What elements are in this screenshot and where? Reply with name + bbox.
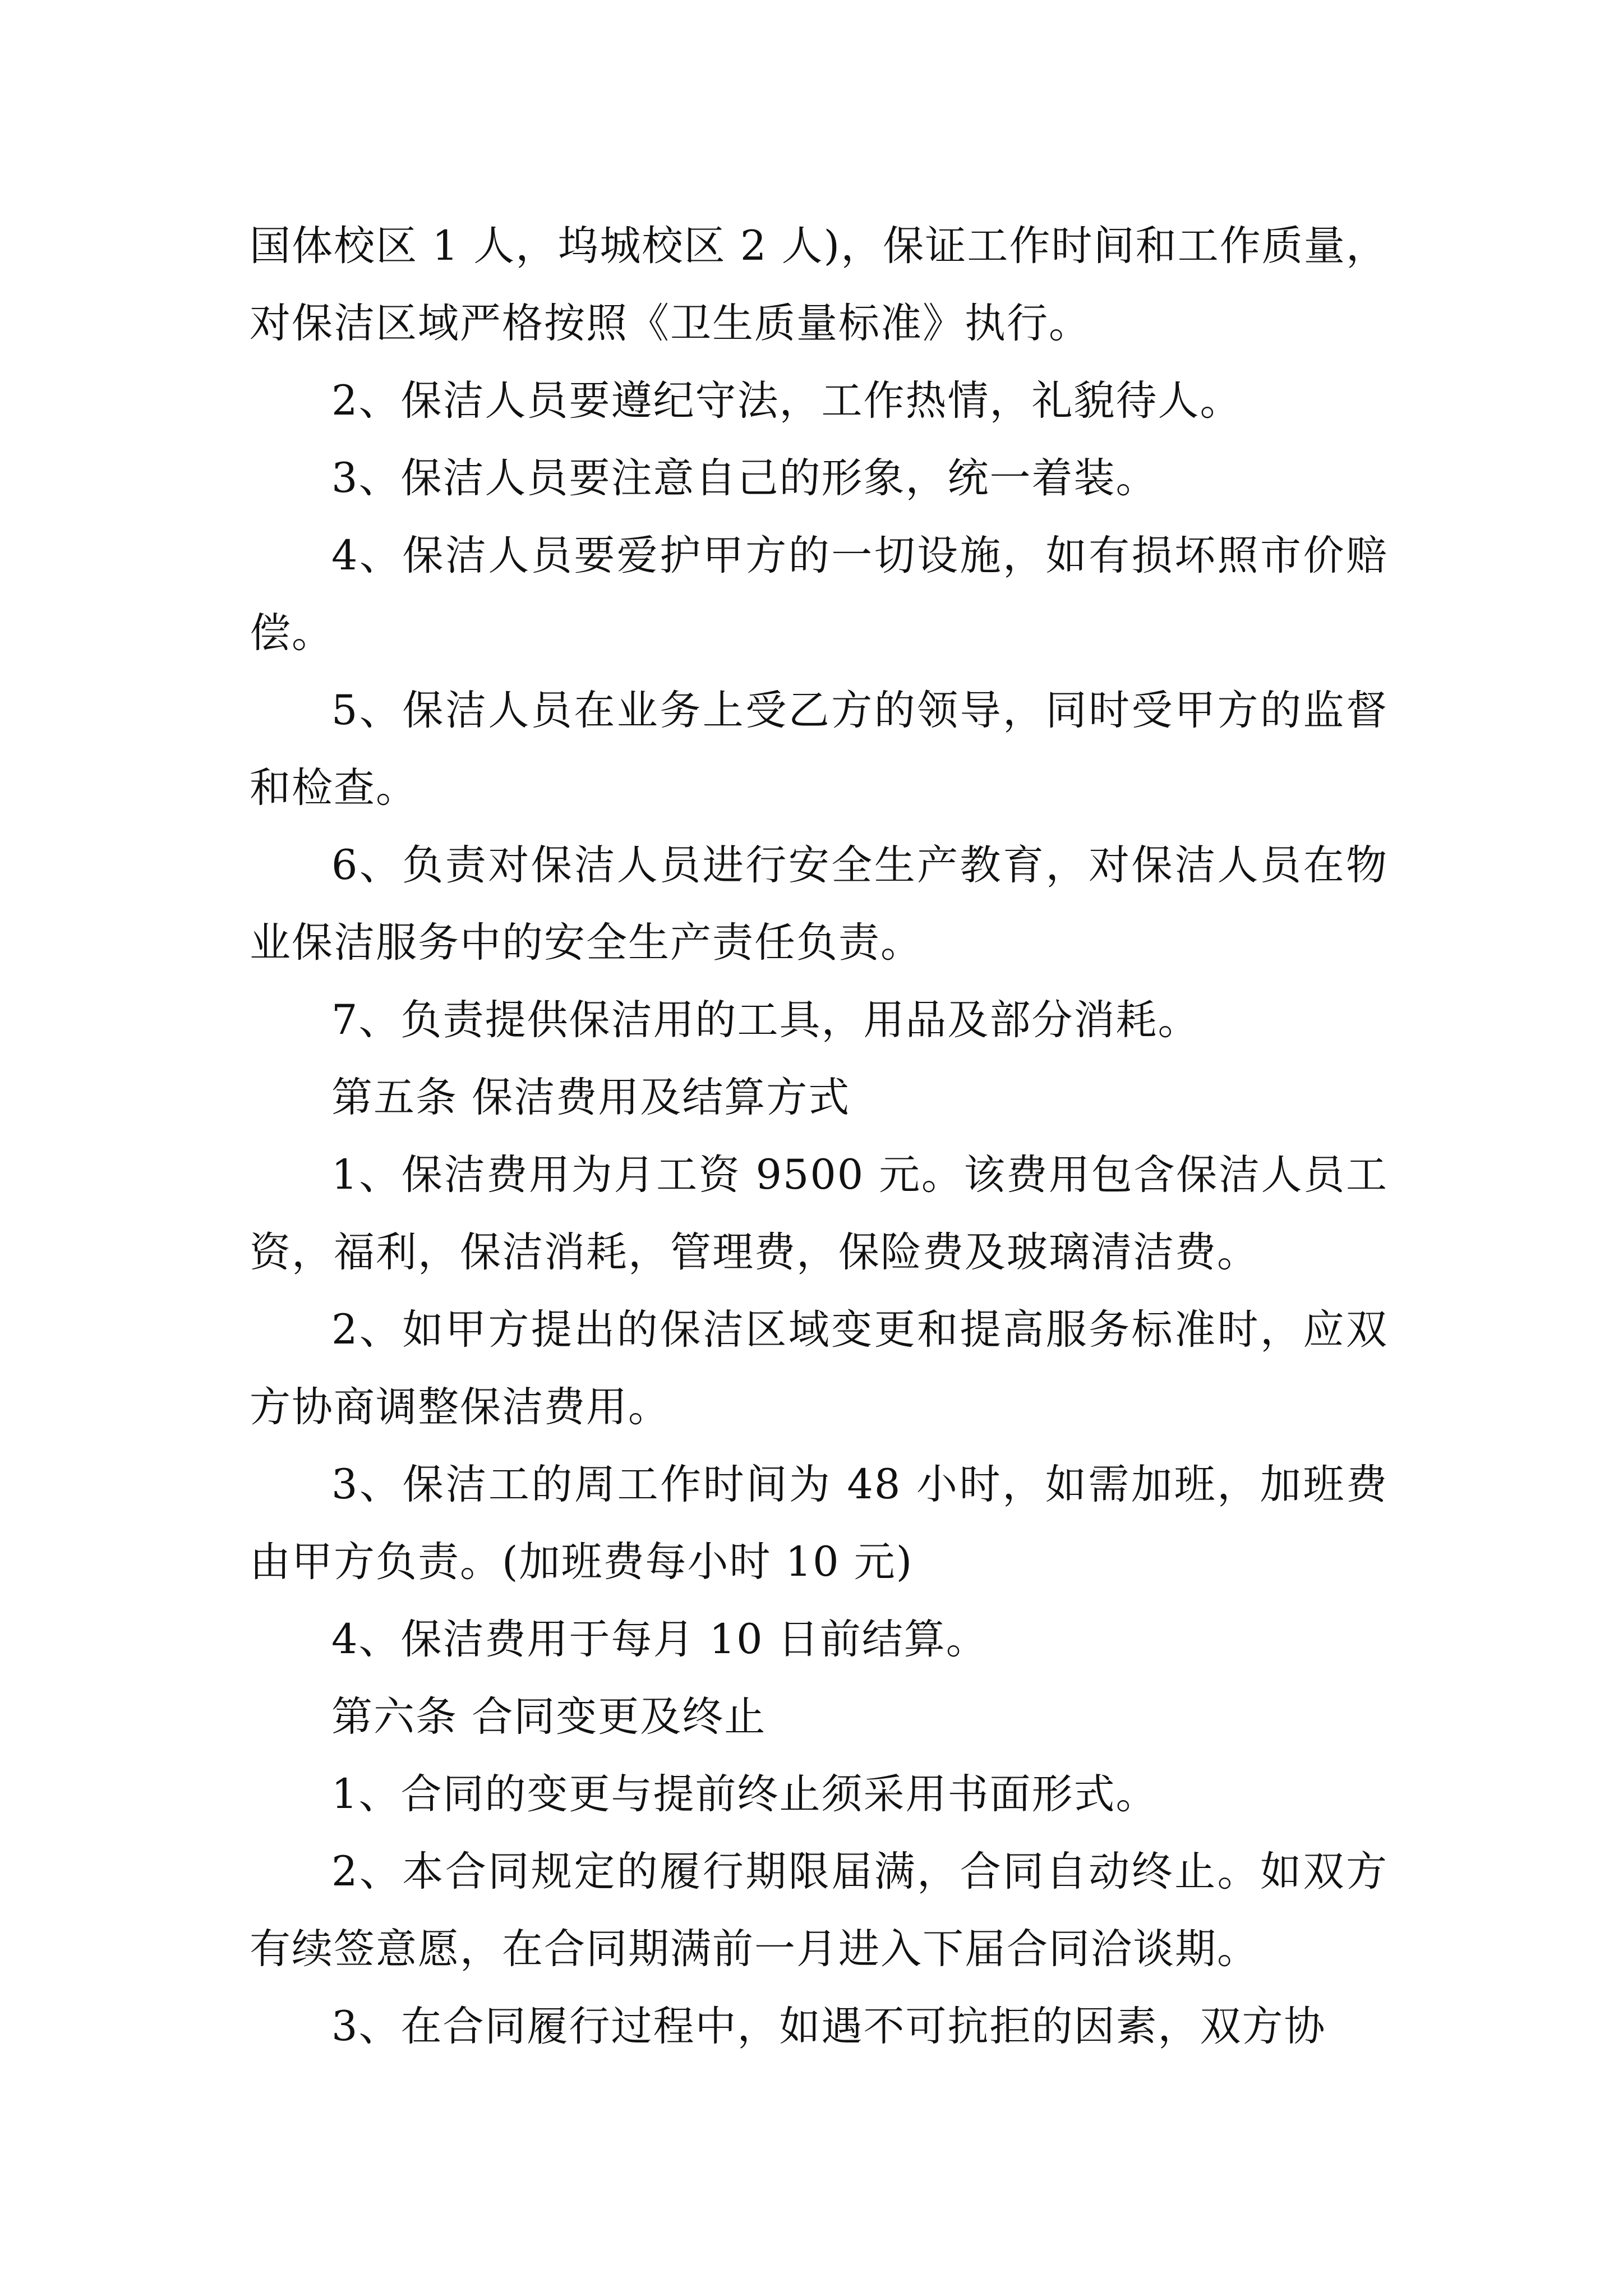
paragraph: 1、合同的变更与提前终止须采用书面形式。 [331, 1770, 1158, 1818]
paragraph: 国体校区 1 人，坞城校区 2 人)，保证工作时间和工作质量，对保洁区域严格按照《卫生质量标准》执行。 [250, 222, 1388, 347]
paragraph: 2、保洁人员要遵纪守法，工作热情，礼貌待人。 [331, 377, 1242, 425]
paragraph: 2、如甲方提出的保洁区域变更和提高服务标准时，应双方协商调整保洁费用。 [250, 1306, 1388, 1431]
paragraph: 1、保洁费用为月工资 9500 元。该费用包含保洁人员工资，福利，保洁消耗，管理费，保险费及玻璃清洁费。 [250, 1151, 1388, 1276]
paragraph: 7、负责提供保洁用的工具，用品及部分消耗。 [331, 996, 1200, 1044]
paragraph: 6、负责对保洁人员进行安全生产教育，对保洁人员在物业保洁服务中的安全生产责任负责。 [250, 841, 1388, 967]
paragraph: 2、本合同规定的履行期限届满，合同自动终止。如双方有续签意愿，在合同期满前一月进入下届合同洽谈期。 [250, 1848, 1388, 1973]
paragraph: 3、在合同履行过程中，如遇不可抗拒的因素，双方协 [331, 2003, 1326, 2050]
paragraph: 3、保洁人员要注意自己的形象，统一着装。 [331, 454, 1158, 502]
paragraph: 5、保洁人员在业务上受乙方的领导，同时受甲方的监督和检查。 [250, 687, 1388, 812]
paragraph: 4、保洁人员要爱护甲方的一切设施，如有损坏照市价赔偿。 [250, 532, 1388, 657]
document-body [250, 208, 1388, 2065]
section-heading: 第六条 合同变更及终止 [331, 1693, 767, 1741]
paragraph: 4、保洁费用于每月 10 日前结算。 [331, 1616, 988, 1663]
section-heading: 第五条 保洁费用及结算方式 [331, 1074, 851, 1121]
paragraph: 3、保洁工的周工作时间为 48 小时，如需加班，加班费由甲方负责。(加班费每小时 10 元) [250, 1461, 1388, 1586]
